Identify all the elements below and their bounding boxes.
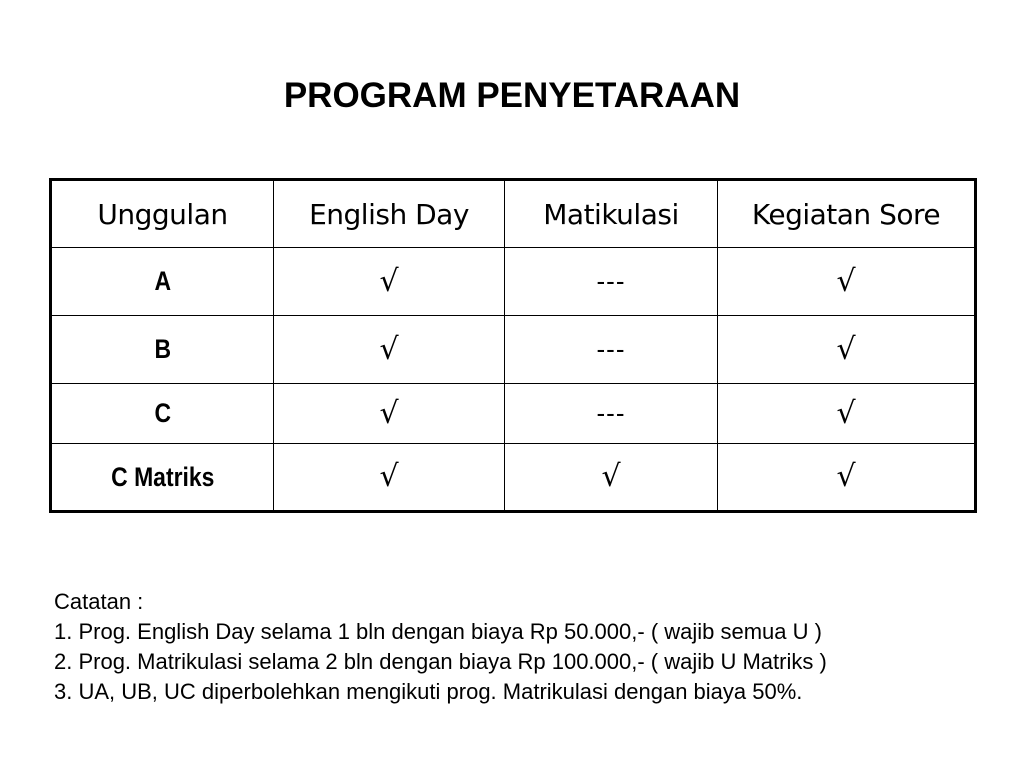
table-row <box>51 248 976 316</box>
header-kegiatan-sore: Kegiatan Sore <box>718 180 976 248</box>
kegiatan-sore-cell <box>718 444 976 512</box>
row-label: C <box>154 398 171 428</box>
notes-section <box>54 587 1004 707</box>
matikulasi-cell <box>505 384 718 444</box>
check-mark: √ <box>601 459 621 494</box>
check-mark: √ <box>836 331 856 367</box>
dash-mark: --- <box>596 334 626 364</box>
notes-heading: Catatan : <box>54 589 144 614</box>
english-day-cell <box>274 316 505 384</box>
matikulasi-cell <box>505 444 718 512</box>
dash-mark: --- <box>596 398 626 428</box>
table-row <box>51 316 976 384</box>
row-label-cell <box>51 316 274 384</box>
header-matikulasi: Matikulasi <box>505 180 718 248</box>
english-day-cell <box>274 384 505 444</box>
row-label: C Matriks <box>110 461 215 492</box>
row-label-cell <box>51 248 274 316</box>
header-english-day: English Day <box>274 180 505 248</box>
header-unggulan: Unggulan <box>51 180 274 248</box>
matikulasi-cell <box>505 248 718 316</box>
check-mark: √ <box>379 395 399 431</box>
kegiatan-sore-cell <box>718 316 976 384</box>
program-table <box>49 178 977 513</box>
check-mark: √ <box>379 459 399 494</box>
kegiatan-sore-cell <box>718 248 976 316</box>
kegiatan-sore-cell <box>718 384 976 444</box>
note-item: 2. Prog. Matrikulasi selama 2 bln dengan biaya Rp 100.000,- ( wajib U Matriks ) <box>54 649 827 674</box>
dash-mark: --- <box>596 266 626 296</box>
check-mark: √ <box>379 331 399 367</box>
note-item: 3. UA, UB, UC diperbolehkan mengikuti prog. Matrikulasi dengan biaya 50%. <box>54 679 803 704</box>
table-row <box>51 444 976 512</box>
english-day-cell <box>274 248 505 316</box>
row-label: A <box>154 266 171 296</box>
english-day-cell <box>274 444 505 512</box>
check-mark: √ <box>379 263 399 299</box>
check-mark: √ <box>836 459 856 494</box>
row-label-cell <box>51 444 274 512</box>
matikulasi-cell <box>505 316 718 384</box>
check-mark: √ <box>836 395 856 431</box>
row-label: B <box>154 334 171 364</box>
page-title: PROGRAM PENYETARAAN <box>283 76 741 115</box>
row-label-cell <box>51 384 274 444</box>
check-mark: √ <box>836 263 856 299</box>
table-header-row <box>51 180 976 248</box>
note-item: 1. Prog. English Day selama 1 bln dengan biaya Rp 50.000,- ( wajib semua U ) <box>54 619 822 644</box>
table-row <box>51 384 976 444</box>
